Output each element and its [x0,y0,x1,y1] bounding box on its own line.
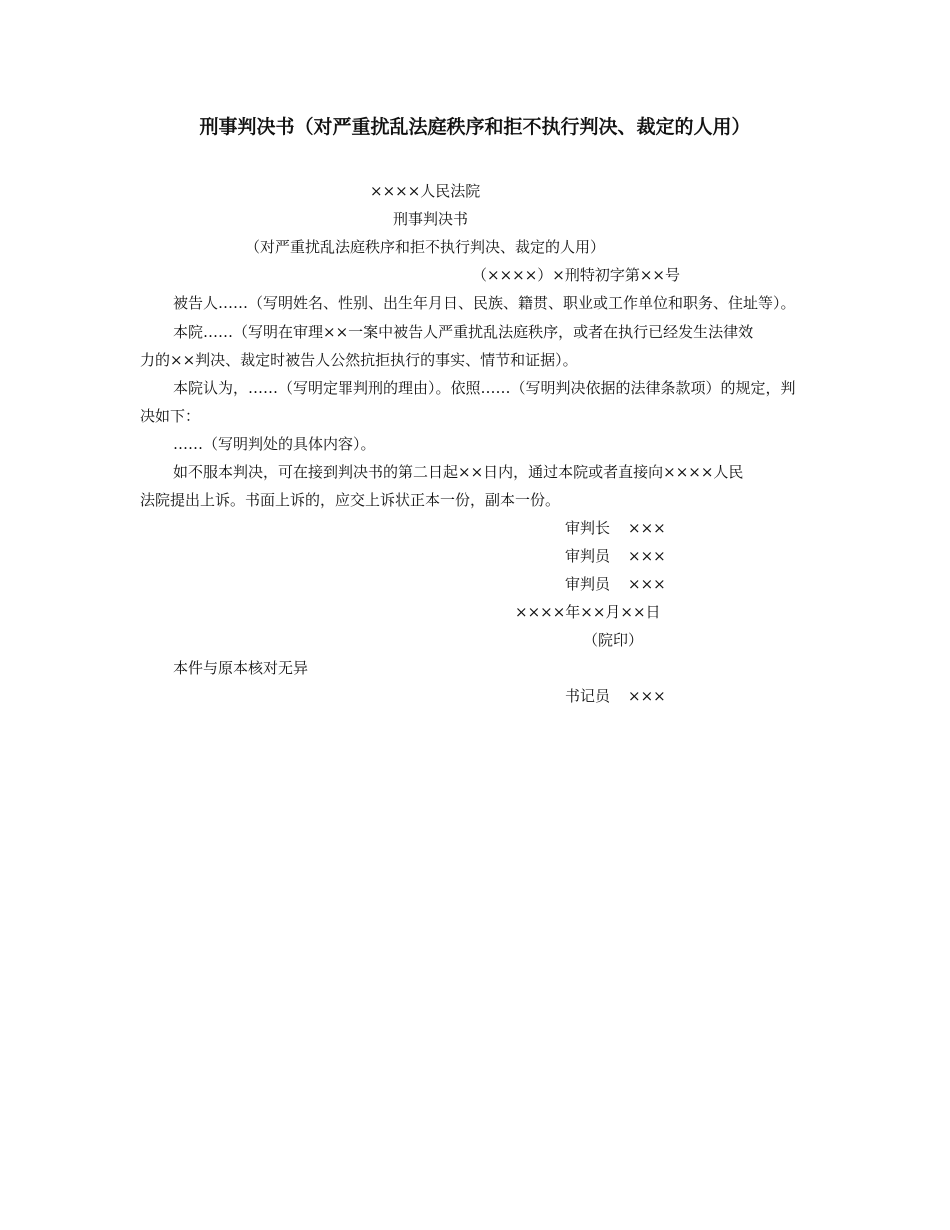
appeal-paragraph-line2: 法院提出上诉。书面上诉的，应交上诉状正本一份，副本一份。 [140,491,561,509]
document-subtitle: （对严重扰乱法庭秩序和拒不执行判决、裁定的人用） [245,238,606,256]
reasoning-paragraph-line1: 本院认为，……（写明定罪判刑的理由）。依照……（写明判决依据的法律条款项）的规定，判 [173,379,796,397]
case-number: （××××）×刑特初字第××号 [472,266,680,284]
reasoning-paragraph-line2: 决如下： [140,407,201,425]
signature-name: ××× [628,575,666,593]
signature-presiding-judge [565,518,666,538]
signature-clerk [565,686,666,706]
facts-paragraph-line1: 本院……（写明在审理××一案中被告人严重扰乱法庭秩序，或者在执行已经发生法律效 [173,323,754,341]
signature-name: ××× [628,519,666,537]
court-seal: （院印） [583,631,644,649]
defendant-paragraph: 被告人……（写明姓名、性别、出生年月日、民族、籍贯、职业或工作单位和职务、住址等）。 [173,294,796,312]
signature-judge-2 [565,574,666,594]
verification-note: 本件与原本核对无异 [173,659,309,677]
signature-name: ××× [628,547,666,565]
facts-paragraph-line2: 力的××判决、裁定时被告人公然抗拒执行的事实、情节和证据）。 [140,351,578,369]
signature-role: 审判员 [565,547,611,565]
document-type: 刑事判决书 [393,210,469,228]
verdict-paragraph: ……（写明判处的具体内容）。 [173,435,376,453]
appeal-paragraph-line1: 如不服本判决，可在接到判决书的第二日起××日内，通过本院或者直接向××××人民 [173,463,744,481]
signature-role: 书记员 [565,687,611,705]
document-title: 刑事判决书（对严重扰乱法庭秩序和拒不执行判决、裁定的人用） [199,116,751,138]
signature-judge-1 [565,546,666,566]
court-name: ××××人民法院 [370,182,481,200]
signature-name: ××× [628,687,666,705]
judgment-date: ××××年××月××日 [515,603,661,621]
signature-role: 审判长 [565,519,611,537]
signature-role: 审判员 [565,575,611,593]
